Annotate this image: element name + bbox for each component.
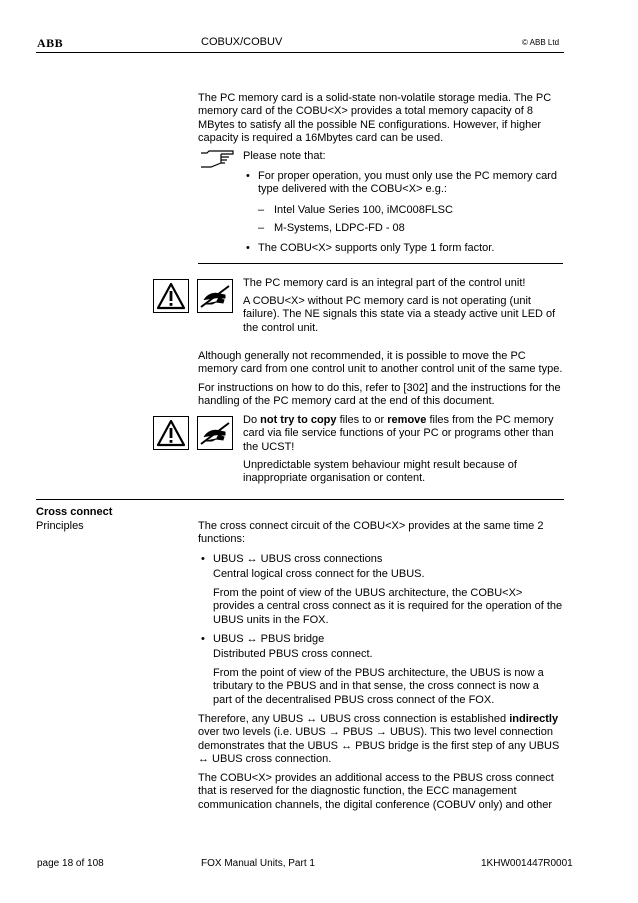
ubus-pbus-title: UBUS ↔ PBUS bridge <box>213 633 325 645</box>
ubus-ubus-sub: Central logical cross connect for the UBUS. <box>213 568 425 580</box>
indirect-bold: indirectly <box>509 713 559 725</box>
warning1-line1: The PC memory card is an integral part of the control unit! <box>243 277 526 289</box>
copyright: © ABB Ltd <box>522 38 560 47</box>
bullet-dot: • <box>246 242 250 254</box>
note-bullet-1: For proper operation, you must only use the PC memory card type delivered with the COBU<X> e.g.: <box>258 170 557 196</box>
manual-name: FOX Manual Units, Part 1 <box>201 858 315 869</box>
additional-access-paragraph: The COBU<X> provides an additional access to the PBUS cross connect that is reserved for the diagnostic function, the ECC management communication channels, the digital conference (COBUV only) and other <box>198 772 554 811</box>
instructions-paragraph: For instructions on how to do this, refer to [302] and the instructions for the handling of the PC memory card at the end of this document. <box>198 382 561 408</box>
indirect-text-a: Therefore, any UBUS ↔ UBUS cross connection is established <box>198 713 510 725</box>
note-bullet-2: The COBU<X> supports only Type 1 form factor. <box>258 242 495 254</box>
note-heading: Please note that: <box>243 150 326 162</box>
ubus-ubus-title: UBUS ↔ UBUS cross connections <box>213 553 383 565</box>
warning2-bold-remove: remove <box>387 414 427 426</box>
abb-logo: ABB <box>37 36 64 50</box>
section-heading: Cross connect <box>36 506 113 518</box>
bullet-dot: • <box>201 633 205 645</box>
ubus-pbus-detail: From the point of view of the PBUS architecture, the UBUS is now a tributary to the PBUS and in that sense, the cross connect is now a part of the decentralised PBUS cross connect of the FOX. <box>213 667 544 706</box>
section-subheading: Principles <box>36 520 84 532</box>
ubus-ubus-detail: From the point of view of the UBUS architecture, the COBU<X> provides a central cross connect as it is required for the operation of the UBUS units in the FOX. <box>213 587 563 626</box>
warning1-line2: A COBU<X> without PC memory card is not operating (unit failure). The NE signals this state via a steady active unit LED of the control unit. <box>243 295 556 334</box>
dash-marker: – <box>258 204 265 216</box>
esd-hand-icon <box>197 279 233 313</box>
warning2-rest: files from the PC memory card via file service functions of your PC or programs other than the UCST! <box>243 414 554 453</box>
section-rule <box>198 263 563 264</box>
warning2-bold-copy: not try to copy <box>260 414 337 426</box>
document-title: COBUX/COBUV <box>201 36 283 48</box>
move-card-paragraph: Although generally not recommended, it is possible to move the PC memory card from one control unit to another control unit of the same type. <box>198 350 563 376</box>
intro-paragraph: The PC memory card is a solid-state non-volatile storage media. The PC memory card of the COBU<X> provides a total memory capacity of 8 MBytes to satisfy all the possible NE configurations. However, if higher capacity is required a 16Mbytes card can be used. <box>198 92 552 145</box>
card-option-2: M-Systems, LDPC-FD - 08 <box>274 222 405 234</box>
bullet-dot: • <box>201 553 205 565</box>
warning2-do: Do <box>243 414 261 426</box>
card-option-1: Intel Value Series 100, iMC008FLSC <box>274 204 453 216</box>
ubus-pbus-sub: Distributed PBUS cross connect. <box>213 648 373 660</box>
warning2-line2: Unpredictable system behaviour might result because of inappropriate organisation or content. <box>243 459 517 485</box>
indirect-paragraph <box>198 713 563 767</box>
page-number: page 18 of 108 <box>37 858 104 869</box>
warning-icon <box>153 279 189 313</box>
pointing-hand-icon <box>199 149 239 169</box>
header-rule <box>36 52 564 53</box>
dash-marker: – <box>258 222 265 234</box>
indirect-text-b: over two levels (i.e. UBUS → PBUS → UBUS). This two level connection demonstrates that the UBUS ↔ PBUS bridge is the first step of any UBUS ↔ UBUS cross connection. <box>198 726 560 766</box>
warning-icon <box>153 416 189 450</box>
section-rule <box>36 499 564 500</box>
document-code: 1KHW001447R0001 <box>481 858 573 869</box>
bullet-dot: • <box>246 170 250 182</box>
warning2-mid: files to or <box>336 414 388 426</box>
warning2-line1 <box>243 414 558 454</box>
cross-connect-intro: The cross connect circuit of the COBU<X> provides at the same time 2 functions: <box>198 520 544 546</box>
esd-hand-icon <box>197 416 233 450</box>
